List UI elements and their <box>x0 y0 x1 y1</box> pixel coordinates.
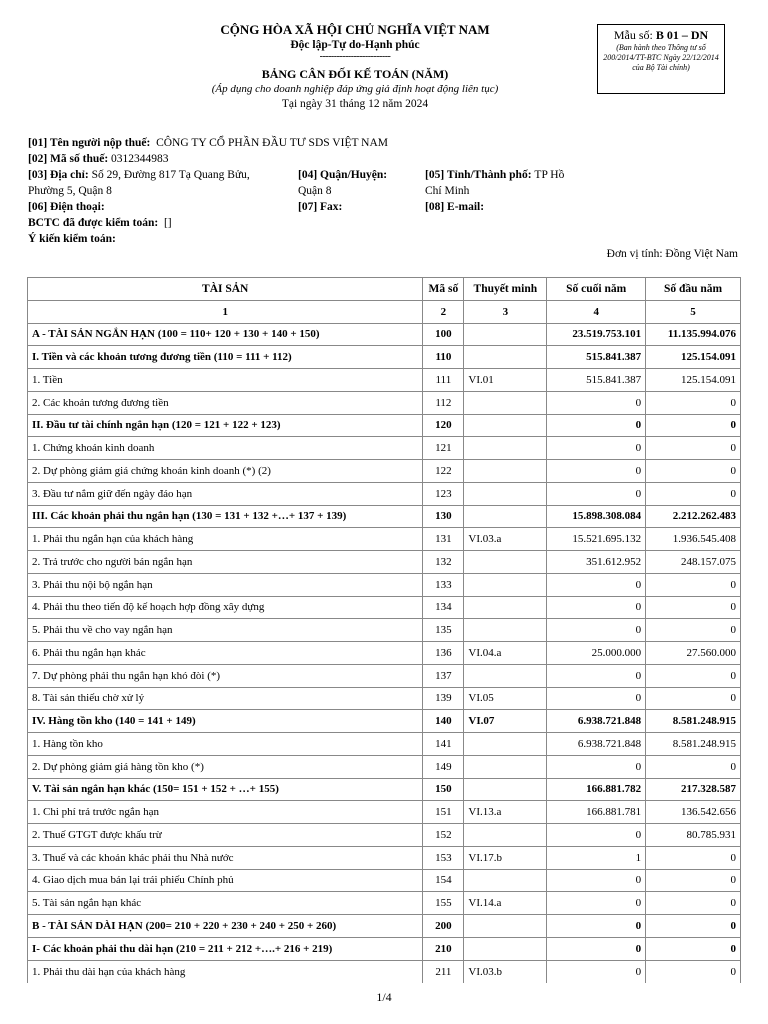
row-end-value: 166.881.782 <box>547 778 646 801</box>
header-assets: TÀI SẢN <box>28 278 423 301</box>
row-begin-value: 8.581.248.915 <box>646 710 741 733</box>
row-item-name: IV. Hàng tồn kho (140 = 141 + 149) <box>28 710 423 733</box>
row-note <box>464 391 547 414</box>
row-code: 111 <box>423 369 464 392</box>
table-row <box>28 369 741 392</box>
table-row <box>28 391 741 414</box>
row-end-value: 515.841.387 <box>547 346 646 369</box>
row-end-value: 0 <box>547 664 646 687</box>
row-begin-value: 136.542.656 <box>646 801 741 824</box>
row-begin-value: 0 <box>646 460 741 483</box>
row-item-name: 4. Phải thu theo tiến độ kế hoạch hợp đồng xây dựng <box>28 596 423 619</box>
row-note <box>464 619 547 642</box>
row-item-name: 7. Dự phòng phải thu ngắn hạn khó đòi (*) <box>28 664 423 687</box>
row-end-value: 0 <box>547 391 646 414</box>
form-code-label: Mẫu số: <box>613 28 656 42</box>
row-note <box>464 733 547 756</box>
row-note: VI.04.a <box>464 642 547 665</box>
row-end-value: 25.000.000 <box>547 642 646 665</box>
row-end-value: 0 <box>547 960 646 983</box>
form-legal-note: (Ban hành theo Thông tư số 200/2014/TT-BTC Ngày 22/12/2014 của Bộ Tài chính) <box>603 43 719 72</box>
row-begin-value: 0 <box>646 687 741 710</box>
taxpayer-info <box>28 135 738 247</box>
row-item-name: 5. Phải thu về cho vay ngắn hạn <box>28 619 423 642</box>
row-begin-value: 0 <box>646 391 741 414</box>
table-row <box>28 619 741 642</box>
row-code: 110 <box>423 346 464 369</box>
info-row-address <box>28 167 738 199</box>
col-number-5: 5 <box>646 300 741 323</box>
table-row <box>28 801 741 824</box>
table-row <box>28 551 741 574</box>
row-code: 211 <box>423 960 464 983</box>
form-code-box <box>597 24 725 94</box>
table-row <box>28 437 741 460</box>
row-begin-value: 0 <box>646 414 741 437</box>
row-code: 136 <box>423 642 464 665</box>
col-number-4: 4 <box>547 300 646 323</box>
table-row <box>28 869 741 892</box>
row-end-value: 515.841.387 <box>547 369 646 392</box>
row-code: 140 <box>423 710 464 733</box>
table-row <box>28 482 741 505</box>
row-end-value: 15.521.695.132 <box>547 528 646 551</box>
col-number-1: 1 <box>28 300 423 323</box>
table-row <box>28 505 741 528</box>
row-code: 137 <box>423 664 464 687</box>
table-row <box>28 824 741 847</box>
row-note <box>464 414 547 437</box>
row-item-name: I. Tiền và các khoản tương đương tiền (110 = 111 + 112) <box>28 346 423 369</box>
row-code: 121 <box>423 437 464 460</box>
row-code: 100 <box>423 323 464 346</box>
row-item-name: 2. Dự phòng giảm giá chứng khoán kinh doanh (*) (2) <box>28 460 423 483</box>
row-item-name: 1. Hàng tồn kho <box>28 733 423 756</box>
district-value: Quận 8 <box>298 185 332 197</box>
row-end-value: 15.898.308.084 <box>547 505 646 528</box>
row-code: 210 <box>423 937 464 960</box>
balance-sheet-table <box>27 277 741 983</box>
report-date: Tại ngày 31 tháng 12 năm 2024 <box>281 98 429 110</box>
row-item-name: A - TÀI SẢN NGẮN HẠN (100 = 110+ 120 + 130 + 140 + 150) <box>28 323 423 346</box>
form-code <box>598 28 724 42</box>
row-code: 149 <box>423 755 464 778</box>
row-item-name: 3. Thuế và các khoản khác phải thu Nhà nước <box>28 846 423 869</box>
row-begin-value: 80.785.931 <box>646 824 741 847</box>
table-row <box>28 460 741 483</box>
row-code: 132 <box>423 551 464 574</box>
info-row-audited <box>28 215 738 231</box>
row-note <box>464 505 547 528</box>
form-code-value: B 01 – DN <box>655 28 709 42</box>
row-begin-value: 2.212.262.483 <box>646 505 741 528</box>
column-number-row <box>28 300 741 323</box>
address-value-line1: Số 29, Đường 817 Tạ Quang Bửu, <box>91 169 250 181</box>
row-item-name: 3. Đầu tư nắm giữ đến ngày đáo hạn <box>28 482 423 505</box>
row-item-name: I- Các khoản phải thu dài hạn (210 = 211 + 212 +….+ 216 + 219) <box>28 937 423 960</box>
row-code: 152 <box>423 824 464 847</box>
row-code: 155 <box>423 892 464 915</box>
row-end-value: 0 <box>547 687 646 710</box>
row-item-name: III. Các khoản phải thu ngắn hạn (130 = 131 + 132 +…+ 137 + 139) <box>28 505 423 528</box>
report-subtitle: (Áp dụng cho doanh nghiệp đáp ứng giả định hoạt động liên tục) <box>211 83 499 95</box>
row-end-value: 0 <box>547 937 646 960</box>
col-number-2: 2 <box>423 300 464 323</box>
taxcode-value: 0312344983 <box>111 153 169 165</box>
row-note: VI.07 <box>464 710 547 733</box>
header-divider: ------------------------- <box>319 51 391 62</box>
row-note <box>464 551 547 574</box>
row-begin-value: 1.936.545.408 <box>646 528 741 551</box>
header-begin-of-year: Số đầu năm <box>646 278 741 301</box>
taxpayer-label: [01] Tên người nộp thuế: <box>28 137 151 149</box>
row-note <box>464 437 547 460</box>
row-item-name: 5. Tài sản ngắn hạn khác <box>28 892 423 915</box>
row-note <box>464 824 547 847</box>
row-item-name: 1. Chứng khoán kinh doanh <box>28 437 423 460</box>
row-end-value: 0 <box>547 596 646 619</box>
header-end-of-year: Số cuối năm <box>547 278 646 301</box>
info-row-contact <box>28 199 738 215</box>
row-end-value: 0 <box>547 482 646 505</box>
col-number-3: 3 <box>464 300 547 323</box>
row-begin-value: 0 <box>646 892 741 915</box>
row-note <box>464 596 547 619</box>
info-row-opinion <box>28 231 738 247</box>
audited-label: BCTC đã được kiểm toán: <box>28 217 159 229</box>
table-row <box>28 710 741 733</box>
row-item-name: 3. Phải thu nội bộ ngắn hạn <box>28 573 423 596</box>
address-label: [03] Địa chỉ: <box>28 169 89 181</box>
table-row <box>28 414 741 437</box>
city-value-line1: TP Hồ <box>534 169 565 181</box>
district-cell <box>298 167 425 199</box>
motto: Độc lập-Tự do-Hạnh phúc <box>290 39 420 51</box>
row-note <box>464 573 547 596</box>
row-begin-value: 217.328.587 <box>646 778 741 801</box>
table-row <box>28 937 741 960</box>
document-header <box>60 22 650 111</box>
report-title: BẢNG CÂN ĐỐI KẾ TOÁN (NĂM) <box>261 67 449 81</box>
row-note <box>464 869 547 892</box>
row-end-value: 0 <box>547 869 646 892</box>
table-row <box>28 892 741 915</box>
address-cell <box>28 167 298 199</box>
header-note: Thuyết minh <box>464 278 547 301</box>
row-end-value: 6.938.721.848 <box>547 733 646 756</box>
row-code: 150 <box>423 778 464 801</box>
row-end-value: 0 <box>547 619 646 642</box>
row-note <box>464 915 547 938</box>
row-note <box>464 937 547 960</box>
row-code: 112 <box>423 391 464 414</box>
row-begin-value: 0 <box>646 619 741 642</box>
address-value-line2: Phường 5, Quận 8 <box>28 185 112 197</box>
email-label: [08] E-mail: <box>425 201 485 213</box>
row-end-value: 0 <box>547 824 646 847</box>
row-item-name: II. Đầu tư tài chính ngắn hạn (120 = 121 + 122 + 123) <box>28 414 423 437</box>
table-row <box>28 778 741 801</box>
row-note: VI.01 <box>464 369 547 392</box>
table-row <box>28 323 741 346</box>
row-item-name: 2. Thuế GTGT được khấu trừ <box>28 824 423 847</box>
row-note: VI.13.a <box>464 801 547 824</box>
row-begin-value: 27.560.000 <box>646 642 741 665</box>
row-note: VI.17.b <box>464 846 547 869</box>
city-value-line2: Chí Minh <box>425 185 470 197</box>
row-begin-value: 0 <box>646 437 741 460</box>
table-row <box>28 960 741 983</box>
row-code: 141 <box>423 733 464 756</box>
row-code: 135 <box>423 619 464 642</box>
info-row-taxcode <box>28 151 738 167</box>
row-note: VI.14.a <box>464 892 547 915</box>
row-begin-value: 0 <box>646 755 741 778</box>
row-code: 153 <box>423 846 464 869</box>
row-code: 131 <box>423 528 464 551</box>
row-code: 130 <box>423 505 464 528</box>
city-label: [05] Tỉnh/Thành phố: <box>425 169 532 181</box>
row-code: 154 <box>423 869 464 892</box>
row-end-value: 0 <box>547 414 646 437</box>
row-note <box>464 755 547 778</box>
row-begin-value: 125.154.091 <box>646 346 741 369</box>
header-code: Mã số <box>423 278 464 301</box>
row-end-value: 0 <box>547 437 646 460</box>
row-begin-value: 0 <box>646 596 741 619</box>
row-code: 123 <box>423 482 464 505</box>
row-item-name: 2. Dự phòng giảm giá hàng tồn kho (*) <box>28 755 423 778</box>
row-note <box>464 323 547 346</box>
table-row <box>28 642 741 665</box>
row-end-value: 23.519.753.101 <box>547 323 646 346</box>
row-begin-value: 248.157.075 <box>646 551 741 574</box>
audit-opinion-label: Ý kiến kiểm toán: <box>28 233 116 245</box>
page-number: 1/4 <box>376 990 392 1004</box>
row-end-value: 166.881.781 <box>547 801 646 824</box>
row-code: 122 <box>423 460 464 483</box>
row-code: 134 <box>423 596 464 619</box>
row-item-name: 8. Tài sản thiếu chờ xử lý <box>28 687 423 710</box>
table-row <box>28 687 741 710</box>
row-end-value: 1 <box>547 846 646 869</box>
row-begin-value: 0 <box>646 937 741 960</box>
row-note <box>464 482 547 505</box>
fax-label: [07] Fax: <box>298 201 343 213</box>
taxpayer-value: CÔNG TY CỔ PHẦN ĐẦU TƯ SDS VIỆT NAM <box>156 137 388 149</box>
taxcode-label: [02] Mã số thuế: <box>28 153 109 165</box>
row-end-value: 0 <box>547 915 646 938</box>
row-note: VI.03.a <box>464 528 547 551</box>
row-end-value: 0 <box>547 892 646 915</box>
row-begin-value: 0 <box>646 573 741 596</box>
table-row <box>28 596 741 619</box>
phone-label: [06] Điện thoại: <box>28 201 105 213</box>
row-begin-value: 0 <box>646 960 741 983</box>
row-item-name: 4. Giao dịch mua bán lại trái phiếu Chính phủ <box>28 869 423 892</box>
row-item-name: 1. Phải thu dài hạn của khách hàng <box>28 960 423 983</box>
row-note <box>464 460 547 483</box>
row-begin-value: 0 <box>646 915 741 938</box>
row-code: 200 <box>423 915 464 938</box>
row-item-name: V. Tài sản ngắn hạn khác (150= 151 + 152 + …+ 155) <box>28 778 423 801</box>
row-code: 151 <box>423 801 464 824</box>
row-note <box>464 664 547 687</box>
row-end-value: 6.938.721.848 <box>547 710 646 733</box>
table-row <box>28 846 741 869</box>
republic-heading: CỘNG HÒA XÃ HỘI CHỦ NGHĨA VIỆT NAM <box>220 22 490 37</box>
row-begin-value: 8.581.248.915 <box>646 733 741 756</box>
row-end-value: 351.612.952 <box>547 551 646 574</box>
row-note <box>464 778 547 801</box>
row-item-name: 1. Chi phí trả trước ngắn hạn <box>28 801 423 824</box>
row-item-name: 1. Phải thu ngắn hạn của khách hàng <box>28 528 423 551</box>
row-begin-value: 0 <box>646 482 741 505</box>
row-item-name: 2. Trả trước cho người bán ngắn hạn <box>28 551 423 574</box>
row-end-value: 0 <box>547 573 646 596</box>
table-row <box>28 915 741 938</box>
table-body <box>28 323 741 983</box>
row-begin-value: 0 <box>646 664 741 687</box>
table-header-row <box>28 278 741 301</box>
row-end-value: 0 <box>547 755 646 778</box>
row-code: 139 <box>423 687 464 710</box>
row-item-name: B - TÀI SẢN DÀI HẠN (200= 210 + 220 + 230 + 240 + 250 + 260) <box>28 915 423 938</box>
table-row <box>28 755 741 778</box>
row-begin-value: 125.154.091 <box>646 369 741 392</box>
row-code: 133 <box>423 573 464 596</box>
district-label: [04] Quận/Huyện: <box>298 169 388 181</box>
info-row-taxpayer <box>28 135 738 151</box>
table-row <box>28 664 741 687</box>
table-row <box>28 733 741 756</box>
row-begin-value: 0 <box>646 846 741 869</box>
row-item-name: 6. Phải thu ngắn hạn khác <box>28 642 423 665</box>
row-note: VI.05 <box>464 687 547 710</box>
row-note <box>464 346 547 369</box>
city-cell <box>425 167 625 199</box>
row-code: 120 <box>423 414 464 437</box>
table-row <box>28 528 741 551</box>
row-item-name: 2. Các khoản tương đương tiền <box>28 391 423 414</box>
row-end-value: 0 <box>547 460 646 483</box>
row-begin-value: 11.135.994.076 <box>646 323 741 346</box>
table-row <box>28 346 741 369</box>
row-item-name: 1. Tiền <box>28 369 423 392</box>
row-begin-value: 0 <box>646 869 741 892</box>
row-note: VI.03.b <box>464 960 547 983</box>
audited-value: [] <box>163 217 172 229</box>
table-row <box>28 573 741 596</box>
currency-unit: Đơn vị tính: Đồng Việt Nam <box>606 248 738 260</box>
